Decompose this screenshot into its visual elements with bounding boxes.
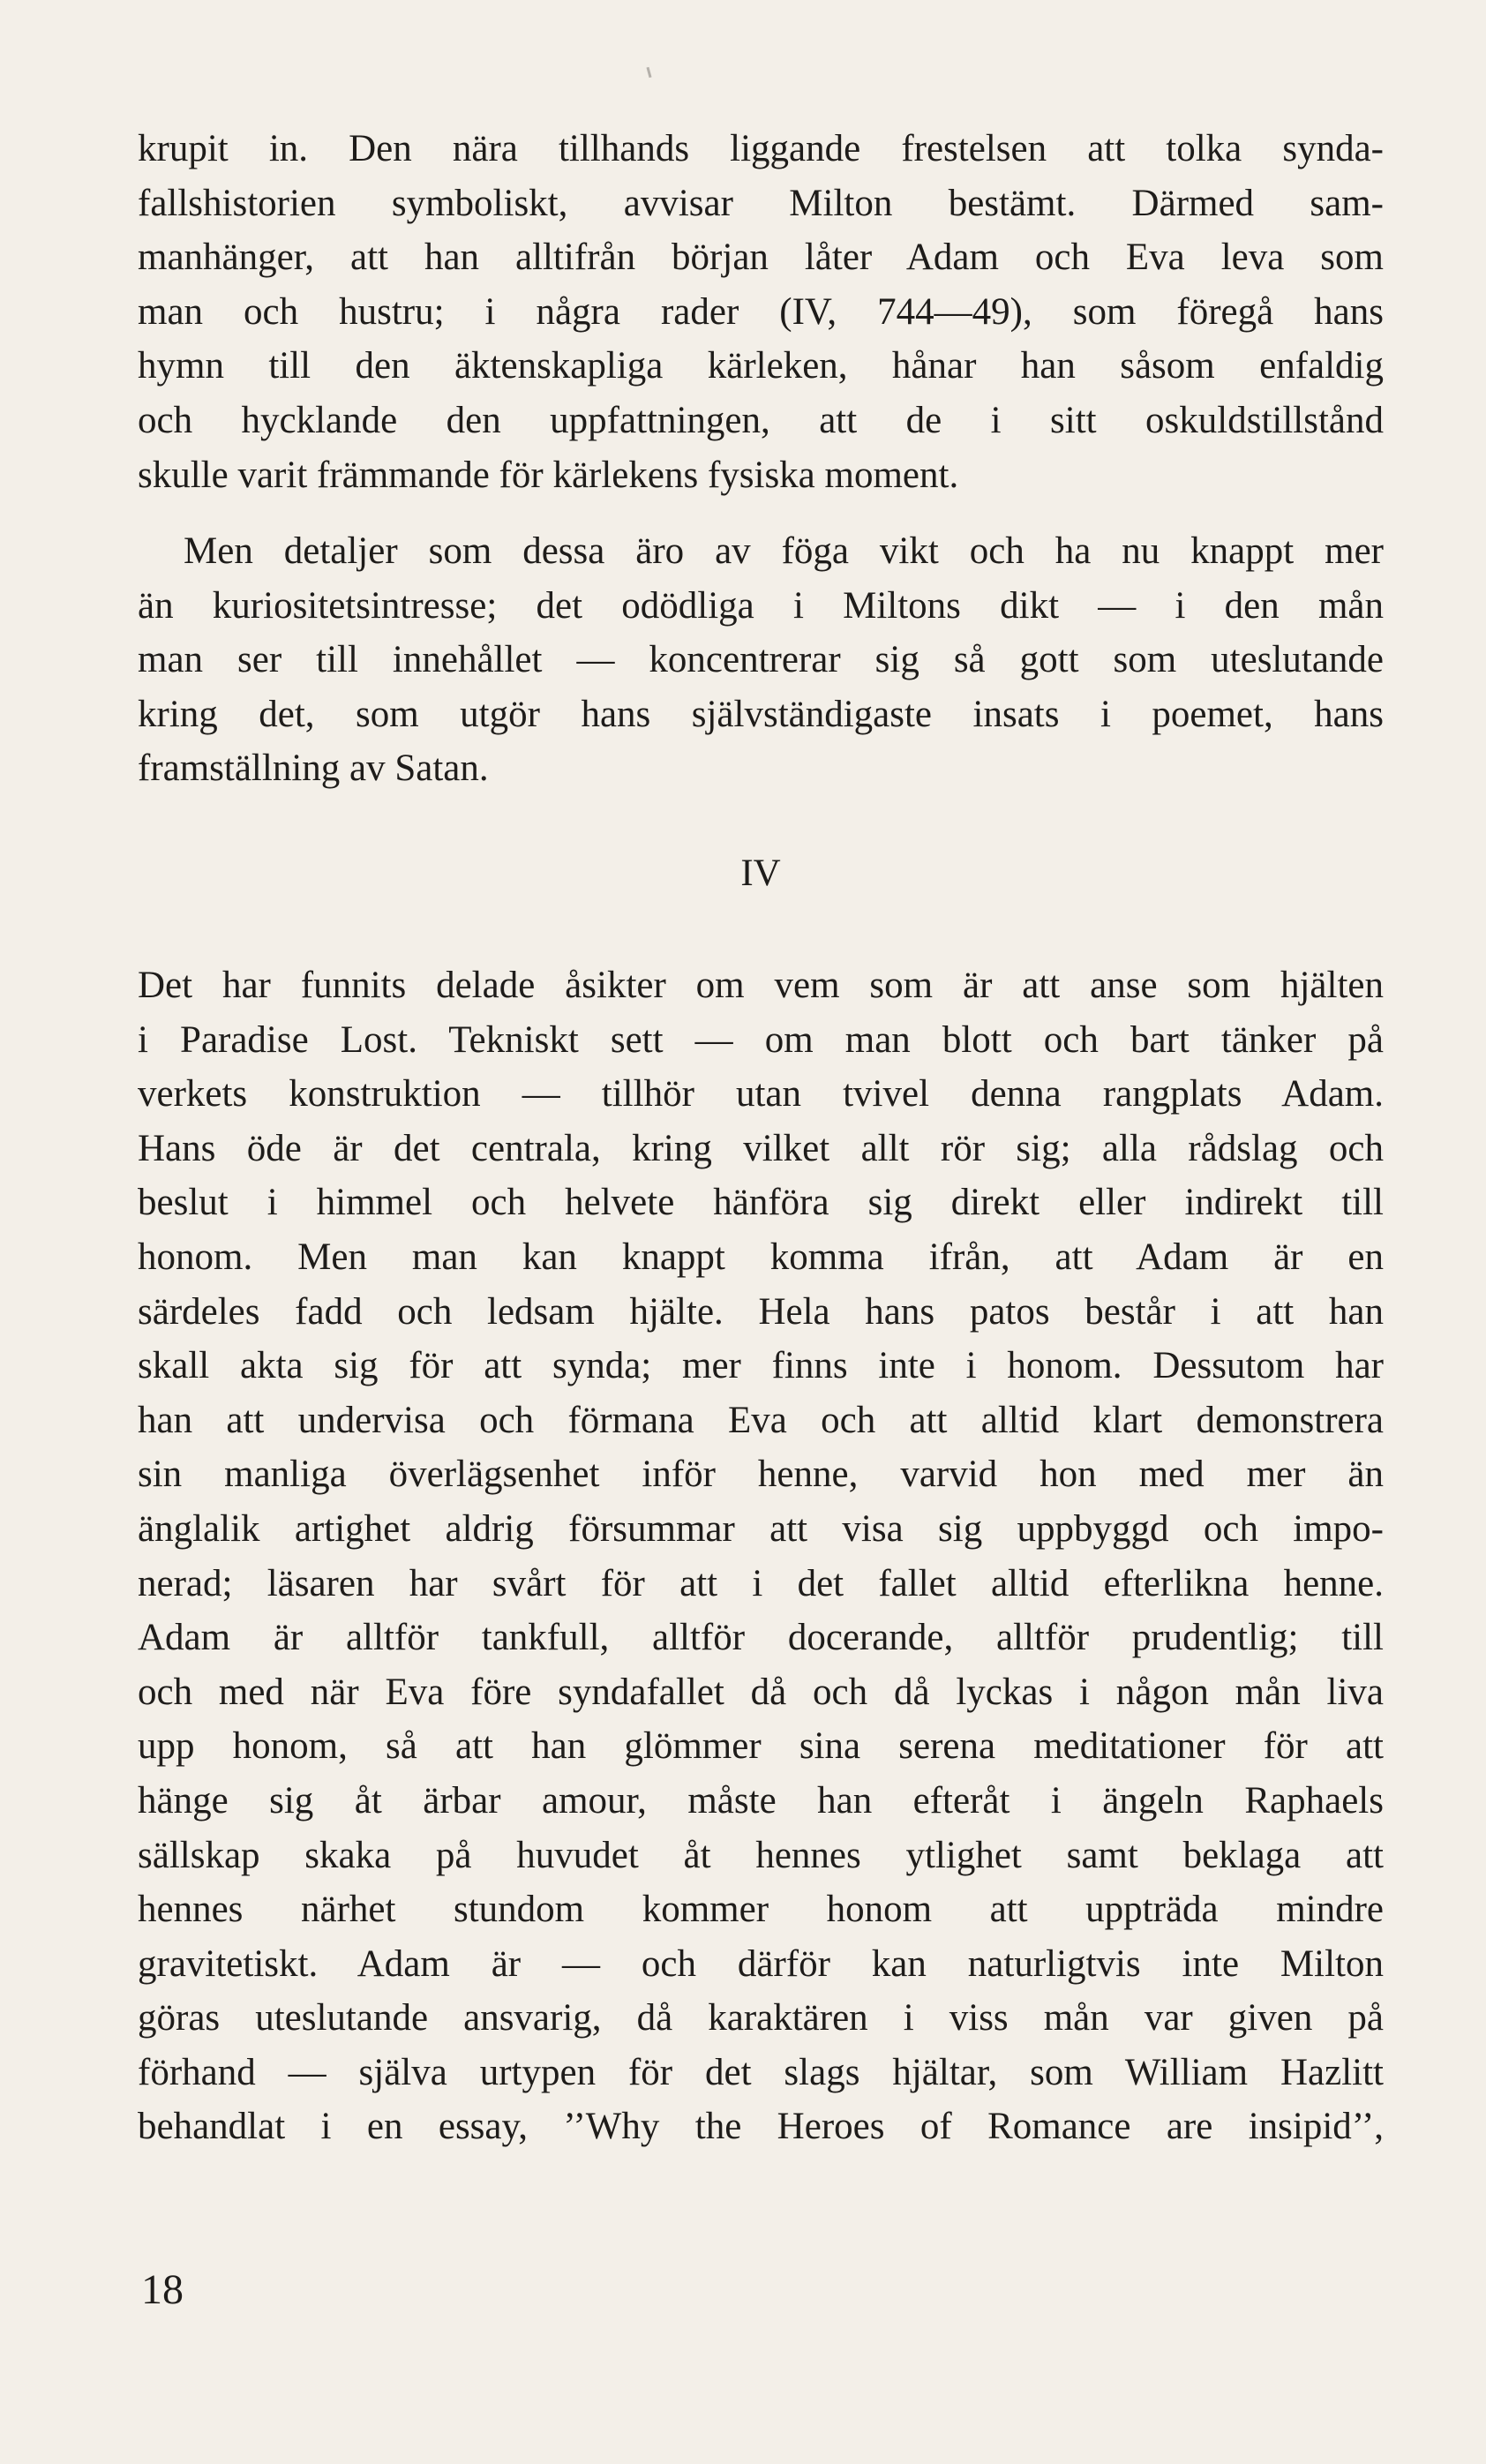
text-line: manhänger, att han alltifrån början låter Adam och Eva leva som [138,237,1384,279]
paragraph-1 [138,122,1384,502]
text-line: hänge sig åt ärbar amour, måste han efteråt i ängeln Raphaels [138,1779,1384,1822]
text-line: nerad; läsaren har svårt för att i det fallet alltid efterlikna henne. [138,1562,1384,1604]
text-line: kring det, som utgör hans självständigaste insats i poemet, hans [138,693,1384,735]
text-line: göras uteslutande ansvarig, då karaktären i viss mån var given på [138,1997,1384,2040]
text-line: verkets konstruktion — tillhör utan tvivel denna rangplats Adam. [138,1073,1384,1116]
text-line: upp honom, så att han glömmer sina serena meditationer för att [138,1725,1384,1768]
paragraph-2 [138,524,1384,796]
text-line: och med när Eva före syndafallet då och då lyckas i någon mån liva [138,1671,1384,1713]
text-line: skulle varit främmande för kärlekens fysiska moment. [138,454,959,496]
page-number: 18 [141,2266,184,2313]
text-line: framställning av Satan. [138,747,489,790]
text-line: Hans öde är det centrala, kring vilket allt rör sig; alla rådslag och [138,1127,1384,1169]
text-line: förhand — själva urtypen för det slags hjältar, som William Hazlitt [138,2051,1384,2093]
text-line: hymn till den äktenskapliga kärleken, hånar han såsom enfaldig [138,345,1384,387]
text-line: Det har funnits delade åsikter om vem som är att anse som hjälten [138,965,1384,1006]
text-line: i Paradise Lost. Tekniskt sett — om man blott och bart tänker på [138,1018,1384,1061]
text-line: fallshistorien symboliskt, avvisar Milton bestämt. Därmed sam- [138,182,1384,224]
text-line: sällskap skaka på huvudet åt hennes ytlighet samt beklaga att [138,1834,1384,1876]
ink-speck [646,67,651,78]
text-line: än kuriositetsintresse; det odödliga i Miltons dikt — i den mån [138,584,1384,627]
text-line: behandlat i en essay, ’’Why the Heroes of Romance are insipid’’, [138,2106,1384,2148]
text-line: hennes närhet stundom kommer honom att uppträda mindre [138,1889,1384,1931]
text-line: gravitetiskt. Adam är — och därför kan naturligtvis inte Milton [138,1942,1384,1985]
text-line: man och hustru; i några rader (IV, 744—49), som föregå hans [138,290,1384,333]
section-heading: IV [740,853,781,894]
text-line: skall akta sig för att synda; mer finns inte i honom. Dessutom har [138,1345,1384,1387]
paragraph-3 [138,958,1384,2154]
text-line: krupit in. Den nära tillhands liggande frestelsen att tolka synda- [138,128,1384,169]
text-line: sin manliga överlägsenhet inför henne, varvid hon med mer än [138,1454,1384,1496]
text-line: man ser till innehållet — koncentrerar sig så gott som uteslutande [138,639,1384,681]
text-line: honom. Men man kan knappt komma ifrån, att Adam är en [138,1236,1384,1278]
text-line: Adam är alltför tankfull, alltför docerande, alltför prudentlig; till [138,1617,1384,1659]
text-line: änglalik artighet aldrig försummar att visa sig uppbyggd och impo- [138,1507,1384,1550]
text-line: Men detaljer som dessa äro av föga vikt och ha nu knappt mer [184,530,1384,572]
text-line: särdeles fadd och ledsam hjälte. Hela hans patos består i att han [138,1290,1384,1333]
text-line: beslut i himmel och helvete hänföra sig direkt eller indirekt till [138,1182,1384,1224]
text-line: han att undervisa och förmana Eva och att alltid klart demonstrera [138,1399,1384,1441]
text-line: och hycklande den uppfattningen, att de i sitt oskuldstillstånd [138,399,1384,441]
